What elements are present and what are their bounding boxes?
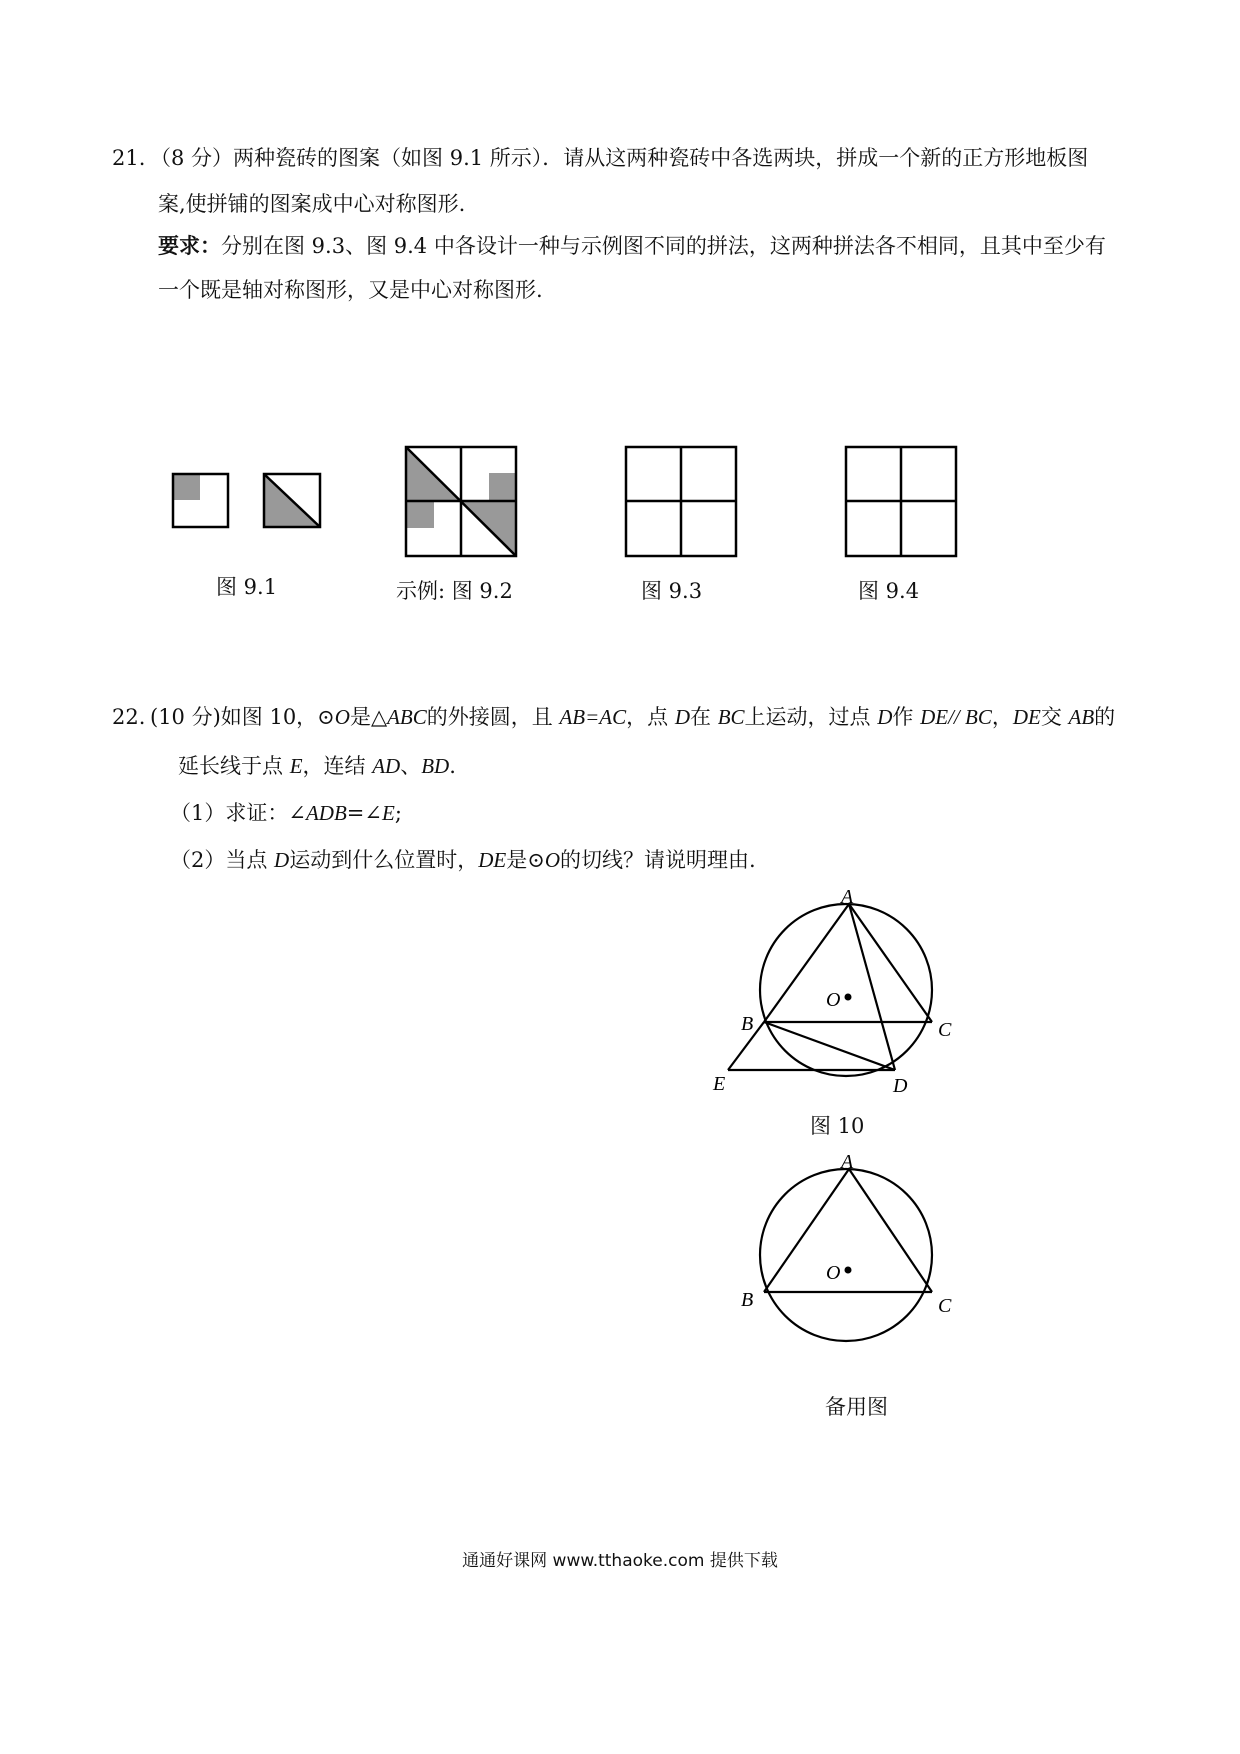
- spare-label-o: O: [826, 1262, 841, 1284]
- question-21-number: 21.: [112, 146, 146, 170]
- fig10-extension-be: [728, 1022, 764, 1070]
- caption-fig-9-4: 图 9.4: [858, 579, 920, 603]
- fig-9-2-example: [406, 447, 516, 556]
- page-footer: 通通好课网 www.tthaoke.com 提供下载: [462, 1551, 778, 1571]
- figure-10: [728, 904, 932, 1076]
- question-22-line1: (10 分)如图 10，⊙O是△ABC的外接圆，且 AB=AC，点 D在 BC上运动，过点 D作 DE// BC，DE交 AB的: [150, 705, 1116, 729]
- question-22-number: 22.: [112, 705, 146, 729]
- fig-9-1-tile-square: [173, 474, 228, 527]
- spare-side-ab: [764, 1169, 849, 1292]
- spare-circle: [760, 1169, 932, 1341]
- caption-fig-9-2: 示例: 图 9.2: [396, 579, 513, 603]
- caption-spare-figure: 备用图: [825, 1395, 888, 1419]
- spare-center-dot: [845, 1267, 852, 1274]
- spare-label-a: A: [841, 1151, 854, 1173]
- fig10-label-d: D: [893, 1075, 908, 1097]
- fig10-center-dot: [845, 994, 852, 1001]
- question-21-line2: 案,使拼铺的图案成中心对称图形.: [158, 192, 466, 216]
- fig10-label-c: C: [938, 1019, 952, 1041]
- requirement-label: 要求：: [158, 233, 221, 258]
- question-21-line1: （8 分）两种瓷砖的图案（如图 9.1 所示）．请从这两种瓷砖中各选两块，拼成一个新的正方形地板图: [150, 146, 1089, 170]
- question-22-line2: 延长线于点 E，连结 AD、BD.: [178, 754, 456, 778]
- question-22-part1: （1）求证：∠ADB=∠E;: [170, 801, 402, 825]
- fig10-side-ac: [849, 904, 932, 1022]
- fig-9-3-grid[interactable]: [626, 447, 736, 556]
- fig10-label-e: E: [713, 1073, 726, 1095]
- question-21-requirement: [158, 232, 1106, 260]
- caption-fig-9-1: 图 9.1: [216, 575, 278, 599]
- spare-label-b: B: [741, 1289, 754, 1311]
- fig-9-4-grid[interactable]: [846, 447, 956, 556]
- spare-side-ac: [849, 1169, 932, 1292]
- caption-fig-10: 图 10: [810, 1114, 865, 1138]
- fig-9-1-tile-triangle: [264, 474, 320, 527]
- fig10-label-o: O: [826, 989, 841, 1011]
- fig10-label-b: B: [741, 1013, 754, 1035]
- fig10-circle: [760, 904, 932, 1076]
- fig10-side-ab: [764, 904, 849, 1022]
- question-21-requirement-line2: 一个既是轴对称图形，又是中心对称图形.: [158, 278, 543, 302]
- caption-fig-9-3: 图 9.3: [641, 579, 703, 603]
- requirement-text: 分别在图 9.3、图 9.4 中各设计一种与示例图不同的拼法，这两种拼法各不相同，且其中至少有: [221, 234, 1106, 258]
- spare-figure: [760, 1169, 932, 1341]
- fig10-label-a: A: [841, 886, 854, 908]
- fig10-segment-ad: [849, 904, 895, 1070]
- spare-label-c: C: [938, 1295, 952, 1317]
- fig10-segment-bd: [764, 1022, 895, 1070]
- question-22-part2: （2）当点 D运动到什么位置时，DE是⊙O的切线？请说明理由.: [170, 848, 756, 872]
